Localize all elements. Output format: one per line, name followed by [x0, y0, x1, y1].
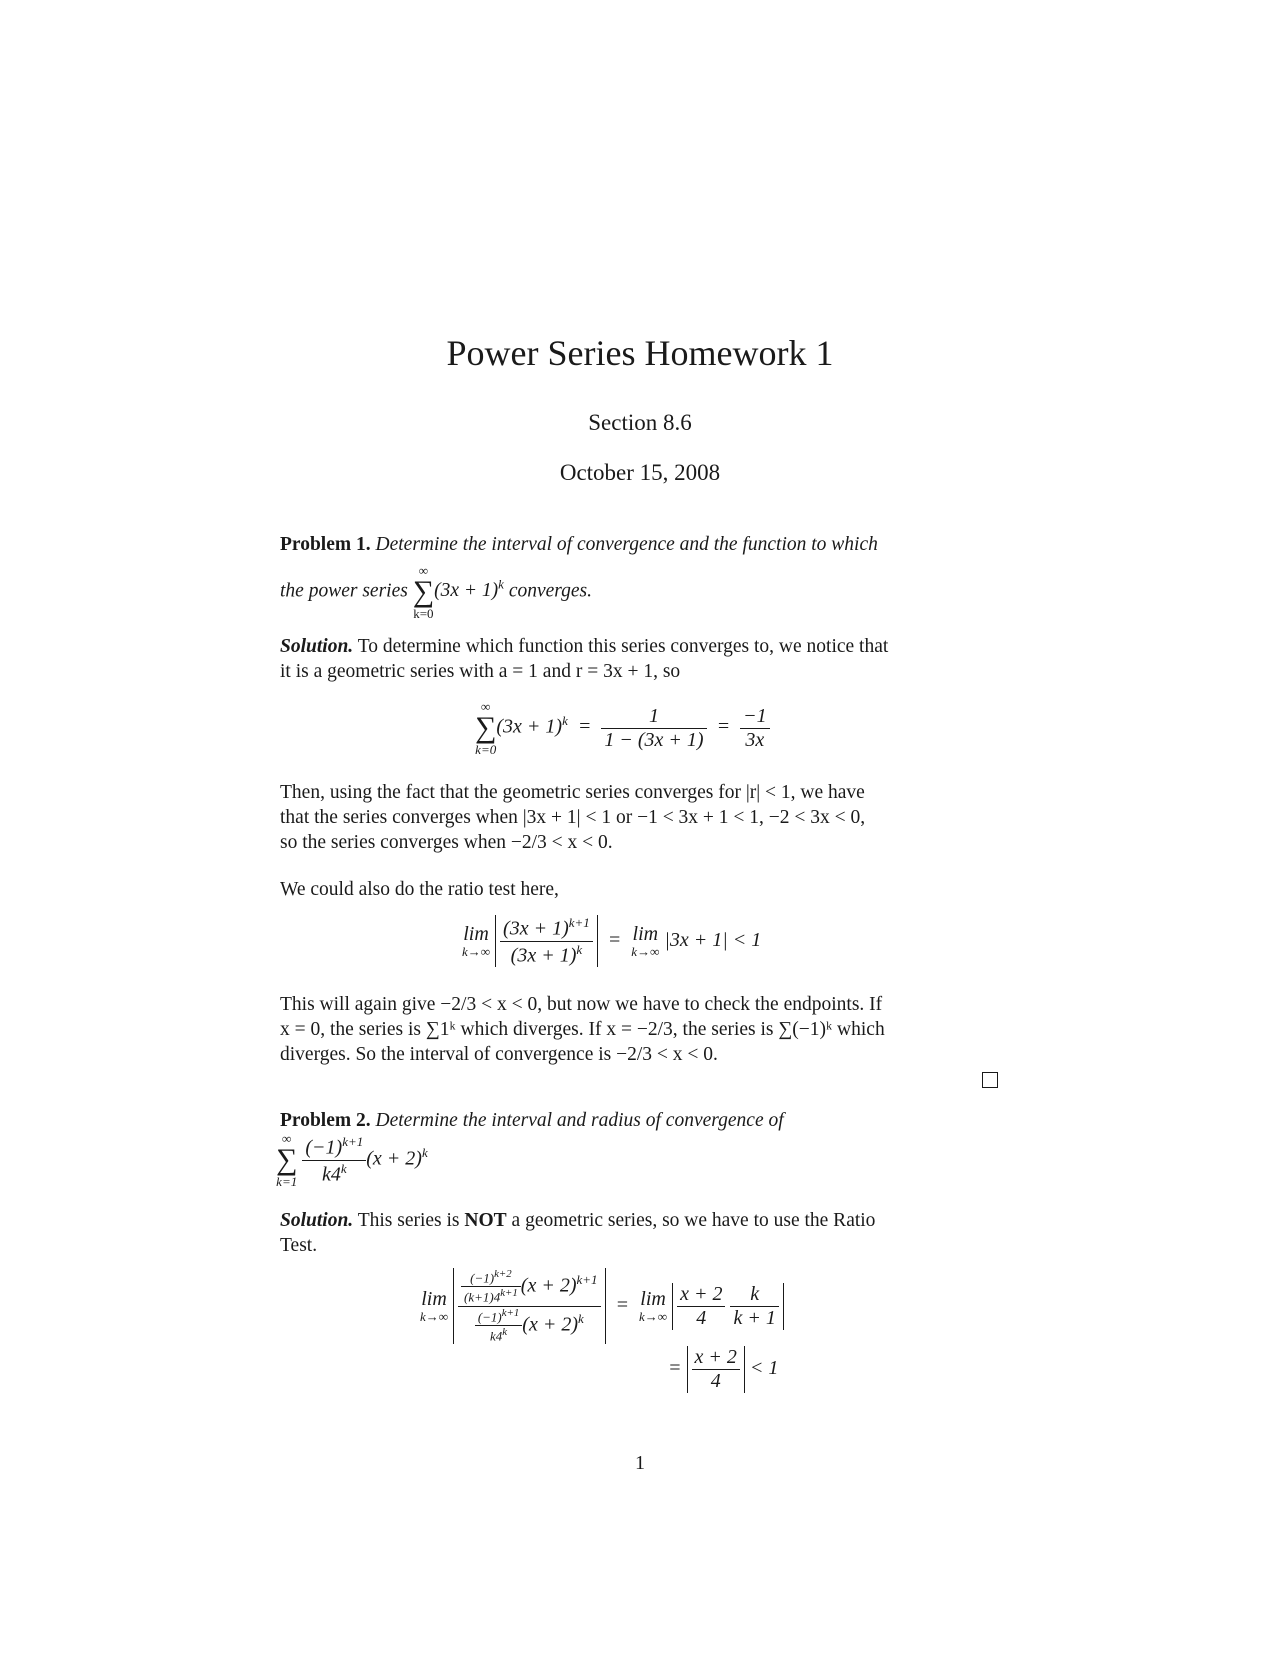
problem-1-text-a: Determine the interval of convergence and the function to which [375, 534, 878, 555]
solution-1-label: Solution. [280, 636, 354, 657]
para4-line1: This will again give −2/3 < x < 0, but now we have to check the endpoints. If [280, 994, 883, 1015]
problem-1-label: Problem 1. [280, 534, 371, 555]
para4-line2: x = 0, the series is ∑1ᵏ which diverges. If x = −2/3, the series is ∑(−1)ᵏ which [280, 1019, 885, 1040]
solution-2-text-c: Test. [280, 1235, 318, 1256]
qed-box-icon [982, 1072, 998, 1088]
page-number: 1 [635, 1452, 645, 1474]
problem-2-series: ∞ ∑ k=1 $\frac{(-1)^{k+1}}{k4^k}$ $(x + 2)^k$ [276, 1131, 428, 1189]
para2-line1: Then, using the fact that the geometric series converges for |r| < 1, we have [280, 782, 865, 803]
section-label: Section 8.6 [588, 410, 692, 435]
problem-2-text-a: Determine the interval and radius of convergence of [375, 1110, 784, 1131]
ratio-test-equation-1: lim k→∞ $\frac{(3x + 1)^{k+1}}{(3x + 1)^k}$ = lim k→∞ |3x + 1| < 1 [462, 915, 762, 967]
para2-line2: that the series converges when |3x + 1| < 1 or −1 < 3x + 1 < 1, −2 < 3x < 0, [280, 807, 866, 828]
para2-line3: so the series converges when −2/3 < x < 0. [280, 832, 613, 853]
date-label: October 15, 2008 [559, 460, 721, 485]
solution-1-para-3: We could also do the ratio test here, [280, 879, 559, 900]
solution-1-para-2 [280, 780, 998, 855]
problem-1-series-line: the power series ∞ ∑ k=0 $(3x + 1)^k$ converges. [280, 563, 593, 621]
page-title: Power Series Homework 1 [446, 333, 834, 373]
solution-1-text-a: To determine which function this series converges to, we notice that [357, 636, 889, 657]
sum-symbol: ∞ ∑ k=0 [412, 563, 435, 621]
ratio-test-result: = $\frac{x + 2}{4}$ < 1 [668, 1346, 779, 1392]
problem-1-text-b: the power series [280, 580, 408, 602]
problem-1 [280, 532, 998, 557]
problem-2-label: Problem 2. [280, 1110, 371, 1131]
solution-2-text-b: a geometric series, so we have to use the Ratio [511, 1210, 876, 1231]
solution-1-text-b: it is a geometric series with a = 1 and r = 3x + 1, so [280, 661, 681, 682]
solution-1-intro [280, 634, 998, 684]
problem-2 [280, 1108, 998, 1133]
geometric-sum-equation: ∞ ∑ k=0 $(3x + 1)^k$ = $\frac{1}{1 - (3x + 1)}$ = $\frac{-1}{3x}$ [475, 700, 770, 756]
solution-2-intro [280, 1208, 998, 1258]
solution-1-para-4 [280, 992, 998, 1067]
problem-1-text-c: converges. [508, 580, 593, 602]
solution-2-not: NOT [464, 1210, 507, 1231]
solution-2-text-a: This series is [357, 1210, 460, 1231]
para4-line3: diverges. So the interval of convergence is −2/3 < x < 0. [280, 1044, 718, 1065]
ratio-test-equation-2: lim k→∞ $\frac{(-1)^{k+2}}{(k+1)4^{k+1}}$ $(x + 2)^{k+1}$ $\frac{(-1)^{k+1}}{k4^k}$ $(x + 2)^k$ = lim k→∞ $\frac{x + 2}{4}$ $\frac{k}{k + 1}$ [420, 1268, 784, 1344]
solution-2-label: Solution. [280, 1210, 354, 1231]
